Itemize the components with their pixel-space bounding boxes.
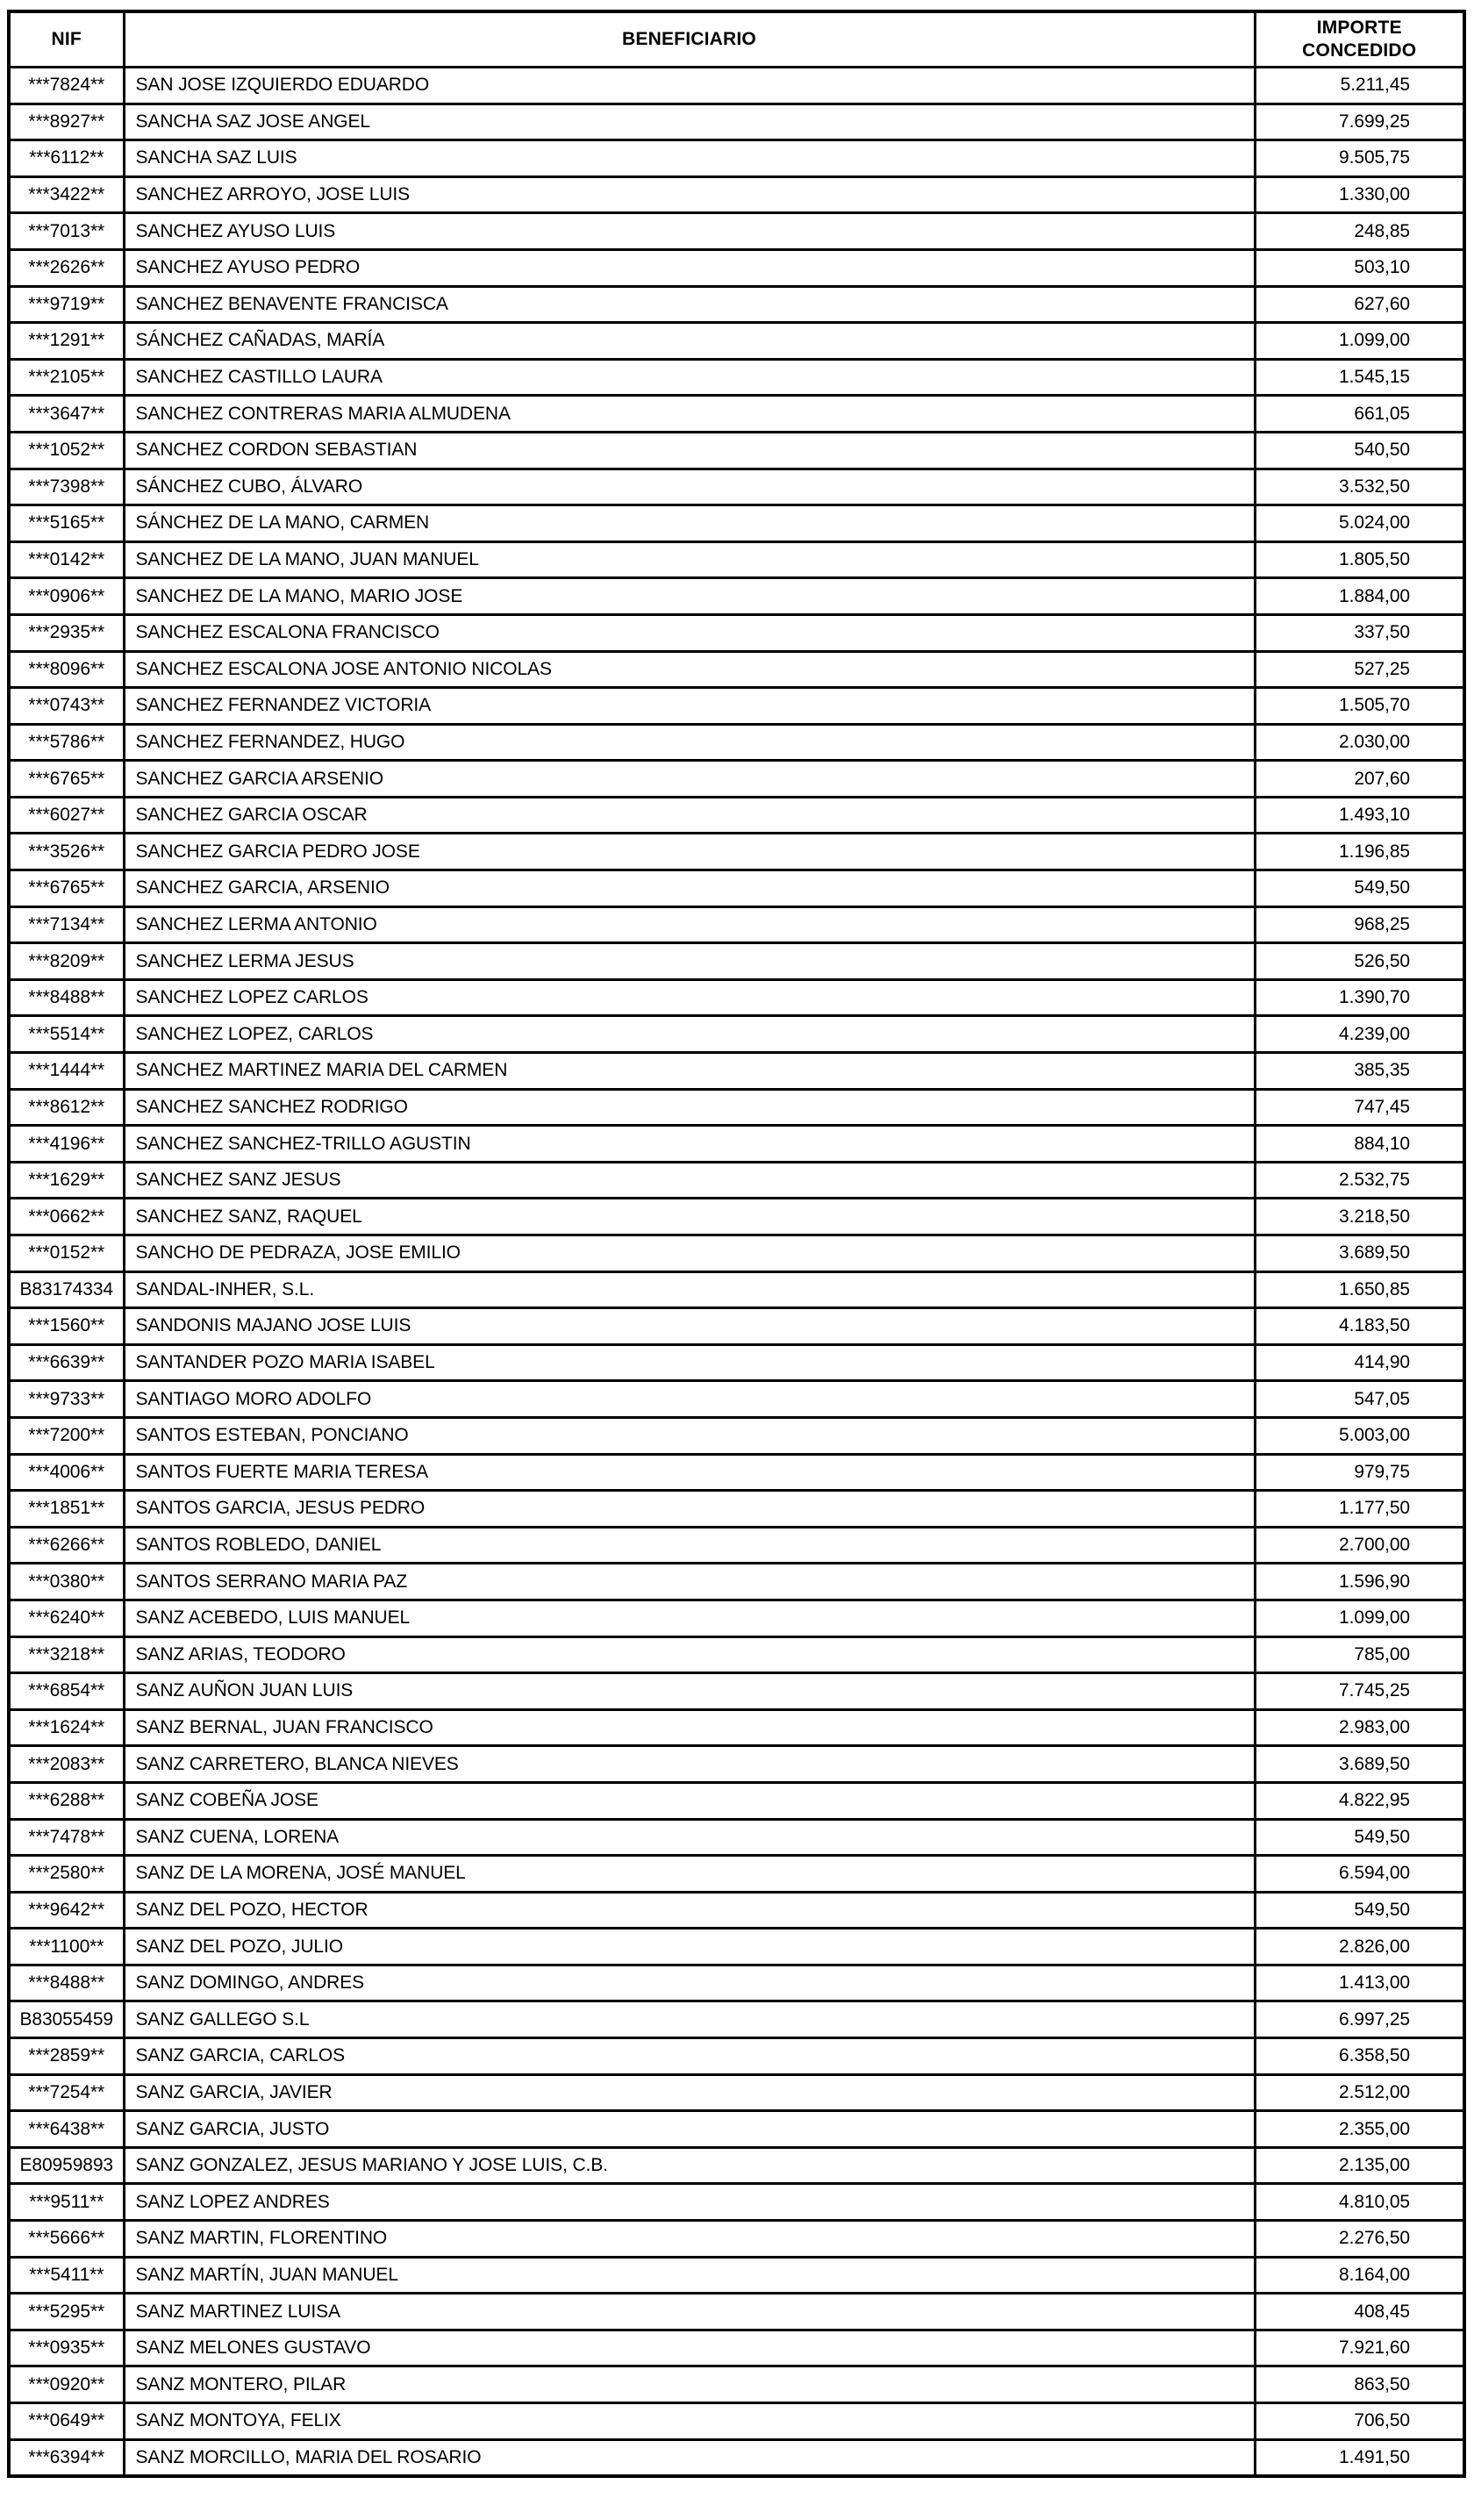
table-row	[9, 2439, 1464, 2476]
row-nif-cell: ***8612**	[9, 1089, 124, 1126]
table-row	[9, 1929, 1464, 1965]
row-importe-cell: 503,10	[1255, 249, 1464, 286]
column-header-nif: NIF	[9, 11, 124, 68]
row-nif-cell: ***8096**	[9, 651, 124, 688]
table-row	[9, 176, 1464, 213]
table-row	[9, 578, 1464, 615]
row-importe-cell: 1.177,50	[1255, 1491, 1464, 1528]
row-importe-cell: 1.390,70	[1255, 979, 1464, 1016]
row-importe-cell: 2.355,00	[1255, 2111, 1464, 2148]
table-row	[9, 541, 1464, 578]
row-beneficiario-cell: SANCHEZ SANCHEZ RODRIGO	[124, 1089, 1255, 1126]
table-row	[9, 979, 1464, 1016]
row-beneficiario-cell: SANZ ACEBEDO, LUIS MANUEL	[124, 1600, 1255, 1636]
row-beneficiario-cell: SANTANDER POZO MARIA ISABEL	[124, 1344, 1255, 1381]
row-nif-cell: ***2083**	[9, 1746, 124, 1783]
table-row	[9, 2147, 1464, 2184]
table-row	[9, 1344, 1464, 1381]
row-beneficiario-cell: SANCHEZ ESCALONA JOSE ANTONIO NICOLAS	[124, 651, 1255, 688]
row-importe-cell: 1.099,00	[1255, 323, 1464, 360]
row-importe-cell: 2.983,00	[1255, 1709, 1464, 1746]
row-importe-cell: 3.689,50	[1255, 1746, 1464, 1783]
row-beneficiario-cell: SANDONIS MAJANO JOSE LUIS	[124, 1308, 1255, 1345]
row-nif-cell: B83055459	[9, 2001, 124, 2038]
row-beneficiario-cell: SÁNCHEZ DE LA MANO, CARMEN	[124, 505, 1255, 542]
row-importe-cell: 1.491,50	[1255, 2439, 1464, 2476]
row-importe-cell: 3.218,50	[1255, 1199, 1464, 1235]
row-nif-cell: ***2859**	[9, 2038, 124, 2075]
table-body	[9, 68, 1464, 2477]
table-row	[9, 2221, 1464, 2258]
row-importe-cell: 863,50	[1255, 2366, 1464, 2403]
row-importe-cell: 2.532,75	[1255, 1162, 1464, 1199]
row-nif-cell: ***7134**	[9, 906, 124, 943]
row-nif-cell: ***5295**	[9, 2294, 124, 2330]
row-importe-cell: 1.650,85	[1255, 1271, 1464, 1308]
table-row	[9, 1746, 1464, 1783]
table-row	[9, 2111, 1464, 2148]
row-nif-cell: ***6112**	[9, 140, 124, 177]
column-header-importe-concedido: IMPORTE CONCEDIDO	[1255, 11, 1464, 68]
row-nif-cell: ***1444**	[9, 1053, 124, 1090]
row-beneficiario-cell: SANTIAGO MORO ADOLFO	[124, 1381, 1255, 1418]
row-nif-cell: ***7013**	[9, 213, 124, 250]
row-importe-cell: 785,00	[1255, 1636, 1464, 1673]
row-nif-cell: ***7398**	[9, 469, 124, 505]
table-row	[9, 1381, 1464, 1418]
row-nif-cell: ***8927**	[9, 104, 124, 140]
row-importe-cell: 414,90	[1255, 1344, 1464, 1381]
row-nif-cell: ***0920**	[9, 2366, 124, 2403]
row-importe-cell: 549,50	[1255, 1892, 1464, 1929]
table-header-row	[9, 11, 1464, 68]
row-beneficiario-cell: SAN JOSE IZQUIERDO EDUARDO	[124, 68, 1255, 104]
row-beneficiario-cell: SANZ GONZALEZ, JESUS MARIANO Y JOSE LUIS, C.B.	[124, 2147, 1255, 2184]
row-nif-cell: ***9733**	[9, 1381, 124, 1418]
row-importe-cell: 1.493,10	[1255, 797, 1464, 834]
row-nif-cell: ***6438**	[9, 2111, 124, 2148]
row-beneficiario-cell: SANZ MELONES GUSTAVO	[124, 2330, 1255, 2366]
table-row	[9, 1016, 1464, 1053]
table-row	[9, 286, 1464, 323]
row-nif-cell: ***1052**	[9, 432, 124, 469]
row-importe-cell: 7.745,25	[1255, 1673, 1464, 1710]
row-importe-cell: 884,10	[1255, 1126, 1464, 1163]
row-nif-cell: ***8209**	[9, 943, 124, 980]
row-beneficiario-cell: SANZ DEL POZO, HECTOR	[124, 1892, 1255, 1929]
row-importe-cell: 706,50	[1255, 2403, 1464, 2440]
row-nif-cell: ***4006**	[9, 1454, 124, 1491]
row-nif-cell: ***2580**	[9, 1856, 124, 1893]
row-beneficiario-cell: SANCHEZ ARROYO, JOSE LUIS	[124, 176, 1255, 213]
row-nif-cell: ***1851**	[9, 1491, 124, 1528]
row-nif-cell: ***6765**	[9, 761, 124, 798]
row-importe-cell: 4.239,00	[1255, 1016, 1464, 1053]
row-importe-cell: 337,50	[1255, 614, 1464, 651]
row-importe-cell: 1.413,00	[1255, 1965, 1464, 2001]
row-beneficiario-cell: SANTOS ESTEBAN, PONCIANO	[124, 1417, 1255, 1454]
row-beneficiario-cell: SANZ CUENA, LORENA	[124, 1819, 1255, 1856]
row-beneficiario-cell: SANZ DE LA MORENA, JOSÉ MANUEL	[124, 1856, 1255, 1893]
table-row	[9, 140, 1464, 177]
row-nif-cell: ***0935**	[9, 2330, 124, 2366]
row-beneficiario-cell: SANZ MORCILLO, MARIA DEL ROSARIO	[124, 2439, 1255, 2476]
row-beneficiario-cell: SANCHEZ SANCHEZ-TRILLO AGUSTIN	[124, 1126, 1255, 1163]
row-importe-cell: 2.030,00	[1255, 724, 1464, 761]
table-row	[9, 834, 1464, 870]
row-importe-cell: 9.505,75	[1255, 140, 1464, 177]
row-nif-cell: ***5165**	[9, 505, 124, 542]
row-importe-cell: 408,45	[1255, 2294, 1464, 2330]
row-nif-cell: ***3218**	[9, 1636, 124, 1673]
table-row	[9, 2074, 1464, 2111]
row-nif-cell: ***6639**	[9, 1344, 124, 1381]
table-row	[9, 505, 1464, 542]
row-nif-cell: ***6288**	[9, 1782, 124, 1819]
row-importe-cell: 747,45	[1255, 1089, 1464, 1126]
row-beneficiario-cell: SANCHEZ GARCIA, ARSENIO	[124, 870, 1255, 907]
row-nif-cell: ***6240**	[9, 1600, 124, 1636]
table-row	[9, 1126, 1464, 1163]
row-beneficiario-cell: SANZ LOPEZ ANDRES	[124, 2184, 1255, 2221]
row-nif-cell: ***5411**	[9, 2257, 124, 2294]
row-beneficiario-cell: SANCHEZ FERNANDEZ, HUGO	[124, 724, 1255, 761]
row-importe-cell: 6.358,50	[1255, 2038, 1464, 2075]
table-row	[9, 1199, 1464, 1235]
row-nif-cell: ***6854**	[9, 1673, 124, 1710]
table-row	[9, 249, 1464, 286]
row-nif-cell: ***7478**	[9, 1819, 124, 1856]
row-importe-cell: 1.884,00	[1255, 578, 1464, 615]
column-header-beneficiario: BENEFICIARIO	[124, 11, 1255, 68]
table-row	[9, 906, 1464, 943]
row-nif-cell: ***1100**	[9, 1929, 124, 1965]
row-beneficiario-cell: SANCHEZ AYUSO PEDRO	[124, 249, 1255, 286]
row-importe-cell: 7.921,60	[1255, 2330, 1464, 2366]
row-beneficiario-cell: SANZ DOMINGO, ANDRES	[124, 1965, 1255, 2001]
row-nif-cell: ***8488**	[9, 979, 124, 1016]
table-row	[9, 1564, 1464, 1600]
row-nif-cell: ***9642**	[9, 1892, 124, 1929]
table-row	[9, 323, 1464, 360]
row-beneficiario-cell: SANZ COBEÑA JOSE	[124, 1782, 1255, 1819]
row-nif-cell: ***6394**	[9, 2439, 124, 2476]
row-nif-cell: ***0662**	[9, 1199, 124, 1235]
row-nif-cell: ***0743**	[9, 688, 124, 725]
row-beneficiario-cell: SANTOS SERRANO MARIA PAZ	[124, 1564, 1255, 1600]
row-importe-cell: 549,50	[1255, 870, 1464, 907]
table-row	[9, 1417, 1464, 1454]
row-beneficiario-cell: SANCHO DE PEDRAZA, JOSE EMILIO	[124, 1235, 1255, 1272]
table-row	[9, 943, 1464, 980]
row-importe-cell: 6.594,00	[1255, 1856, 1464, 1893]
row-importe-cell: 5.003,00	[1255, 1417, 1464, 1454]
row-nif-cell: ***9511**	[9, 2184, 124, 2221]
row-nif-cell: ***0152**	[9, 1235, 124, 1272]
row-importe-cell: 527,25	[1255, 651, 1464, 688]
row-beneficiario-cell: SANCHA SAZ JOSE ANGEL	[124, 104, 1255, 140]
table-row	[9, 469, 1464, 505]
row-nif-cell: ***0380**	[9, 1564, 124, 1600]
table-row	[9, 1819, 1464, 1856]
row-beneficiario-cell: SANCHEZ CONTRERAS MARIA ALMUDENA	[124, 396, 1255, 433]
row-beneficiario-cell: SANZ CARRETERO, BLANCA NIEVES	[124, 1746, 1255, 1783]
row-importe-cell: 1.545,15	[1255, 359, 1464, 396]
row-nif-cell: ***0649**	[9, 2403, 124, 2440]
table-row	[9, 761, 1464, 798]
row-nif-cell: ***2935**	[9, 614, 124, 651]
table-row	[9, 2366, 1464, 2403]
row-nif-cell: ***6765**	[9, 870, 124, 907]
table-row	[9, 2403, 1464, 2440]
row-importe-cell: 2.276,50	[1255, 2221, 1464, 2258]
table-row	[9, 2184, 1464, 2221]
row-importe-cell: 2.826,00	[1255, 1929, 1464, 1965]
row-nif-cell: ***5666**	[9, 2221, 124, 2258]
row-nif-cell: ***4196**	[9, 1126, 124, 1163]
row-importe-cell: 7.699,25	[1255, 104, 1464, 140]
row-nif-cell: ***0906**	[9, 578, 124, 615]
table-row	[9, 724, 1464, 761]
row-nif-cell: ***6027**	[9, 797, 124, 834]
row-nif-cell: ***9719**	[9, 286, 124, 323]
row-importe-cell: 547,05	[1255, 1381, 1464, 1418]
row-beneficiario-cell: SANTOS ROBLEDO, DANIEL	[124, 1527, 1255, 1564]
row-nif-cell: ***3422**	[9, 176, 124, 213]
row-beneficiario-cell: SANCHEZ DE LA MANO, MARIO JOSE	[124, 578, 1255, 615]
row-beneficiario-cell: SANZ MONTOYA, FELIX	[124, 2403, 1255, 2440]
row-beneficiario-cell: SANZ DEL POZO, JULIO	[124, 1929, 1255, 1965]
table-row	[9, 651, 1464, 688]
row-beneficiario-cell: SANCHEZ FERNANDEZ VICTORIA	[124, 688, 1255, 725]
row-beneficiario-cell: SANCHEZ LERMA JESUS	[124, 943, 1255, 980]
row-nif-cell: ***3526**	[9, 834, 124, 870]
row-beneficiario-cell: SANTOS FUERTE MARIA TERESA	[124, 1454, 1255, 1491]
row-nif-cell: ***7200**	[9, 1417, 124, 1454]
row-beneficiario-cell: SANZ GARCIA, JAVIER	[124, 2074, 1255, 2111]
row-importe-cell: 385,35	[1255, 1053, 1464, 1090]
row-beneficiario-cell: SANTOS GARCIA, JESUS PEDRO	[124, 1491, 1255, 1528]
row-importe-cell: 2.512,00	[1255, 2074, 1464, 2111]
table-row	[9, 1892, 1464, 1929]
row-beneficiario-cell: SANZ MARTINEZ LUISA	[124, 2294, 1255, 2330]
row-nif-cell: ***1624**	[9, 1709, 124, 1746]
row-beneficiario-cell: SANZ MONTERO, PILAR	[124, 2366, 1255, 2403]
table-row	[9, 2330, 1464, 2366]
row-importe-cell: 4.810,05	[1255, 2184, 1464, 2221]
row-nif-cell: ***6266**	[9, 1527, 124, 1564]
row-importe-cell: 549,50	[1255, 1819, 1464, 1856]
row-nif-cell: ***1560**	[9, 1308, 124, 1345]
row-beneficiario-cell: SANCHEZ GARCIA OSCAR	[124, 797, 1255, 834]
row-importe-cell: 207,60	[1255, 761, 1464, 798]
row-importe-cell: 3.532,50	[1255, 469, 1464, 505]
row-importe-cell: 540,50	[1255, 432, 1464, 469]
row-beneficiario-cell: SANZ MARTÍN, JUAN MANUEL	[124, 2257, 1255, 2294]
row-importe-cell: 8.164,00	[1255, 2257, 1464, 2294]
table-row	[9, 2257, 1464, 2294]
row-nif-cell: ***1291**	[9, 323, 124, 360]
row-beneficiario-cell: SANZ GALLEGO S.L	[124, 2001, 1255, 2038]
table-row	[9, 1162, 1464, 1199]
row-beneficiario-cell: SANCHEZ AYUSO LUIS	[124, 213, 1255, 250]
row-nif-cell: ***1629**	[9, 1162, 124, 1199]
table-row	[9, 2294, 1464, 2330]
row-beneficiario-cell: SANZ AUÑON JUAN LUIS	[124, 1673, 1255, 1710]
row-nif-cell: ***0142**	[9, 541, 124, 578]
table-row	[9, 2038, 1464, 2075]
row-beneficiario-cell: SANCHEZ MARTINEZ MARIA DEL CARMEN	[124, 1053, 1255, 1090]
row-nif-cell: ***7254**	[9, 2074, 124, 2111]
table-row	[9, 870, 1464, 907]
table-row	[9, 1636, 1464, 1673]
row-beneficiario-cell: SANCHEZ GARCIA PEDRO JOSE	[124, 834, 1255, 870]
table-row	[9, 614, 1464, 651]
row-importe-cell: 5.211,45	[1255, 68, 1464, 104]
row-importe-cell: 248,85	[1255, 213, 1464, 250]
row-beneficiario-cell: SANCHEZ SANZ, RAQUEL	[124, 1199, 1255, 1235]
row-beneficiario-cell: SANZ GARCIA, CARLOS	[124, 2038, 1255, 2075]
row-nif-cell: E80959893	[9, 2147, 124, 2184]
row-beneficiario-cell: SANCHEZ LERMA ANTONIO	[124, 906, 1255, 943]
row-nif-cell: ***8488**	[9, 1965, 124, 2001]
row-beneficiario-cell: SANCHA SAZ LUIS	[124, 140, 1255, 177]
row-beneficiario-cell: SANZ MARTIN, FLORENTINO	[124, 2221, 1255, 2258]
row-importe-cell: 2.135,00	[1255, 2147, 1464, 2184]
row-beneficiario-cell: SANCHEZ CORDON SEBASTIAN	[124, 432, 1255, 469]
table-row	[9, 1527, 1464, 1564]
row-importe-cell: 1.330,00	[1255, 176, 1464, 213]
row-beneficiario-cell: SANCHEZ ESCALONA FRANCISCO	[124, 614, 1255, 651]
row-nif-cell: ***3647**	[9, 396, 124, 433]
row-beneficiario-cell: SANCHEZ GARCIA ARSENIO	[124, 761, 1255, 798]
row-beneficiario-cell: SANDAL-INHER, S.L.	[124, 1271, 1255, 1308]
table-row	[9, 1308, 1464, 1345]
row-importe-cell: 979,75	[1255, 1454, 1464, 1491]
row-nif-cell: B83174334	[9, 1271, 124, 1308]
table-row	[9, 1600, 1464, 1636]
table-row	[9, 1965, 1464, 2001]
row-beneficiario-cell: SÁNCHEZ CUBO, ÁLVARO	[124, 469, 1255, 505]
row-beneficiario-cell: SANZ ARIAS, TEODORO	[124, 1636, 1255, 1673]
row-importe-cell: 1.099,00	[1255, 1600, 1464, 1636]
table-row	[9, 1491, 1464, 1528]
row-importe-cell: 526,50	[1255, 943, 1464, 980]
table-row	[9, 1089, 1464, 1126]
beneficiaries-table	[7, 10, 1466, 2478]
table-row	[9, 432, 1464, 469]
row-importe-cell: 1.196,85	[1255, 834, 1464, 870]
row-beneficiario-cell: SANCHEZ BENAVENTE FRANCISCA	[124, 286, 1255, 323]
table-row	[9, 688, 1464, 725]
table-row	[9, 1782, 1464, 1819]
table-row	[9, 1053, 1464, 1090]
row-importe-cell: 968,25	[1255, 906, 1464, 943]
table-row	[9, 68, 1464, 104]
table-row	[9, 2001, 1464, 2038]
row-importe-cell: 1.505,70	[1255, 688, 1464, 725]
table-row	[9, 1856, 1464, 1893]
row-importe-cell: 1.596,90	[1255, 1564, 1464, 1600]
table-row	[9, 1673, 1464, 1710]
row-beneficiario-cell: SANZ BERNAL, JUAN FRANCISCO	[124, 1709, 1255, 1746]
row-nif-cell: ***7824**	[9, 68, 124, 104]
table-row	[9, 359, 1464, 396]
row-nif-cell: ***2626**	[9, 249, 124, 286]
row-importe-cell: 1.805,50	[1255, 541, 1464, 578]
row-importe-cell: 2.700,00	[1255, 1527, 1464, 1564]
table-row	[9, 1454, 1464, 1491]
row-importe-cell: 3.689,50	[1255, 1235, 1464, 1272]
row-beneficiario-cell: SANZ GARCIA, JUSTO	[124, 2111, 1255, 2148]
table-row	[9, 1271, 1464, 1308]
row-beneficiario-cell: SANCHEZ SANZ JESUS	[124, 1162, 1255, 1199]
row-beneficiario-cell: SANCHEZ LOPEZ CARLOS	[124, 979, 1255, 1016]
row-importe-cell: 5.024,00	[1255, 505, 1464, 542]
table-row	[9, 213, 1464, 250]
row-beneficiario-cell: SANCHEZ DE LA MANO, JUAN MANUEL	[124, 541, 1255, 578]
table-row	[9, 396, 1464, 433]
row-beneficiario-cell: SANCHEZ CASTILLO LAURA	[124, 359, 1255, 396]
row-beneficiario-cell: SANCHEZ LOPEZ, CARLOS	[124, 1016, 1255, 1053]
row-importe-cell: 4.822,95	[1255, 1782, 1464, 1819]
table-row	[9, 104, 1464, 140]
row-nif-cell: ***5786**	[9, 724, 124, 761]
row-importe-cell: 4.183,50	[1255, 1308, 1464, 1345]
table-row	[9, 1709, 1464, 1746]
table-row	[9, 797, 1464, 834]
row-importe-cell: 661,05	[1255, 396, 1464, 433]
table-row	[9, 1235, 1464, 1272]
row-nif-cell: ***5514**	[9, 1016, 124, 1053]
row-nif-cell: ***2105**	[9, 359, 124, 396]
row-importe-cell: 6.997,25	[1255, 2001, 1464, 2038]
row-importe-cell: 627,60	[1255, 286, 1464, 323]
row-beneficiario-cell: SÁNCHEZ CAÑADAS, MARÍA	[124, 323, 1255, 360]
